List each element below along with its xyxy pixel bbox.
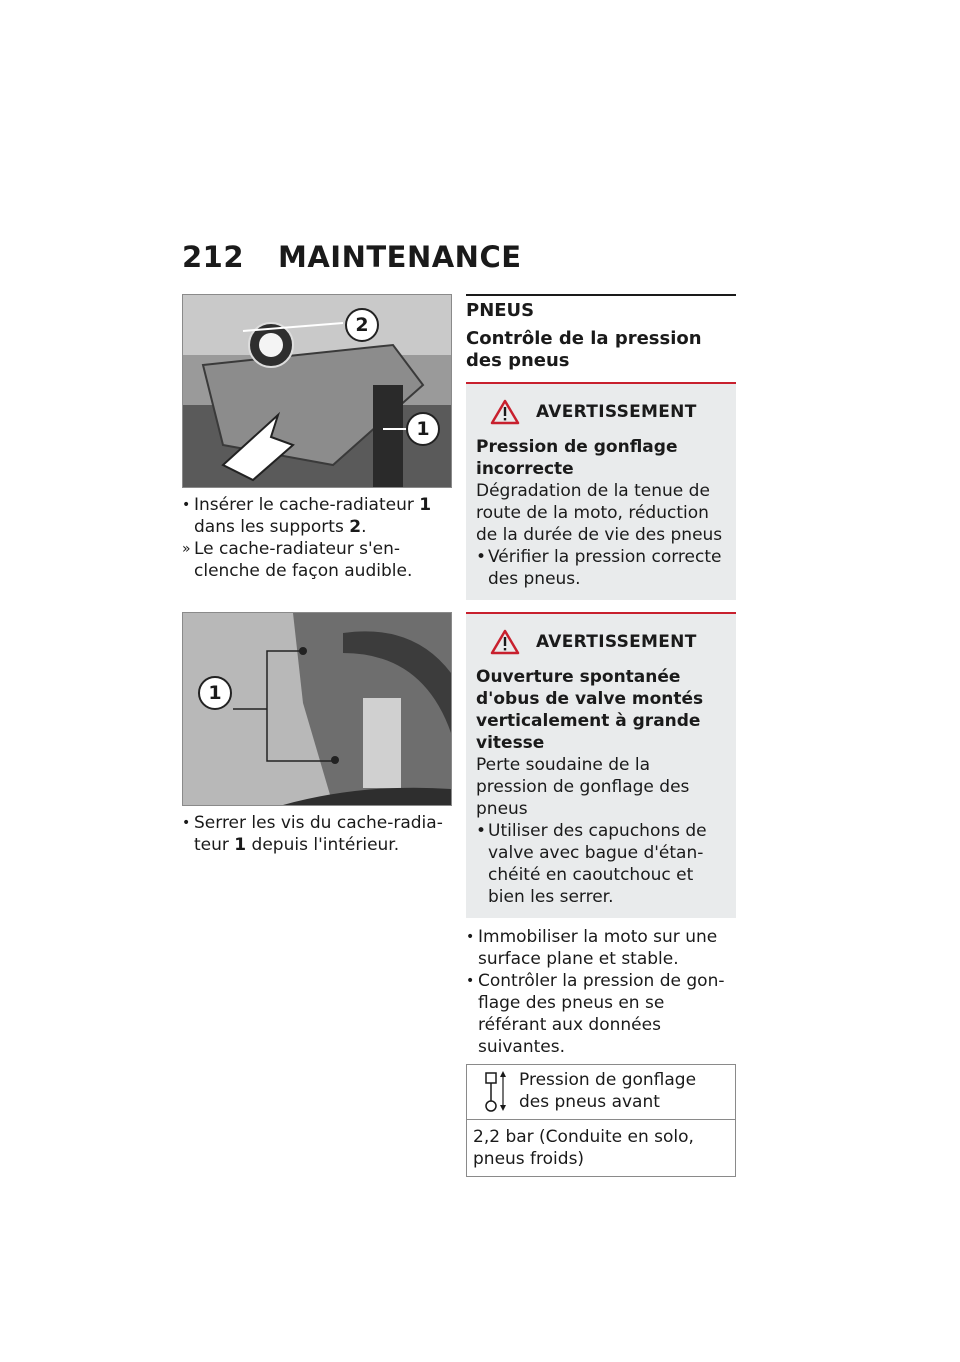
- warning-bullet-text: Vérifier la pression correcte des pneus.: [488, 547, 722, 589]
- bullet: •: [466, 973, 475, 989]
- warning-bullet-text: Utiliser des capuchons de valve avec bague d'étanchéité en caoutchouc et bien les serrer.: [488, 821, 707, 907]
- right-column: [466, 294, 736, 1177]
- page-header: [182, 240, 522, 274]
- warning-box-pressure: [466, 382, 736, 600]
- page-number: 212: [182, 240, 245, 274]
- callout-1-label: 1: [416, 418, 430, 440]
- warning-triangle-icon: [490, 399, 520, 425]
- warning-box-valve: [466, 612, 736, 918]
- spec-label: Pression de gonflage des pneus avant: [519, 1070, 697, 1112]
- step-text: depuis l'intérieur.: [246, 835, 400, 855]
- step-tighten-screws: [182, 812, 452, 856]
- warning-text: Perte soudaine de la pression de gonflage des pneus: [476, 755, 690, 819]
- step-park-motorcycle: [466, 926, 736, 970]
- radiator-cover-photo: [182, 294, 452, 488]
- step-text: Contrôler la pression de gonflage des pneus en se référant aux données suivantes.: [478, 971, 725, 1057]
- warning-bullet: • Vérifier la pression correcte des pneus.: [476, 547, 722, 589]
- step-ref: 1: [234, 835, 247, 855]
- warning-title: Ouverture spontanée d'obus de valve montés verticalement à grande vitesse: [476, 667, 704, 753]
- warning-label: AVERTISSEMENT: [536, 402, 697, 422]
- step-result: [182, 538, 452, 582]
- cover-screw-photo: [182, 612, 452, 806]
- section-heading: MAINTENANCE: [278, 240, 522, 274]
- warning-label: AVERTISSEMENT: [536, 632, 697, 652]
- spec-table: [466, 1064, 736, 1177]
- warning-header: [476, 622, 726, 662]
- warning-title: Pression de gonflage incorrecte: [476, 437, 678, 479]
- step-text: dans les supports: [194, 517, 350, 537]
- step-text: Le cache-radiateur s'enclenche de façon audible.: [194, 539, 413, 581]
- subsection-title: Contrôle de la pression des pneus: [466, 328, 702, 371]
- warning-triangle-icon: [490, 629, 520, 655]
- warning-bullet: • Utiliser des capuchons de valve avec bague d'étanchéité en caoutchouc et bien les serrer.: [476, 821, 707, 907]
- result-arrow: »: [182, 541, 191, 557]
- spec-value: 2,2 bar (Conduite en solo, pneus froids): [473, 1127, 694, 1169]
- left-column: [182, 294, 452, 856]
- step-insert-cover: [182, 494, 452, 538]
- bullet: •: [182, 815, 191, 831]
- step-ref: 1: [419, 495, 432, 515]
- step-text: Serrer les vis du cache-radiateur: [194, 813, 443, 855]
- step-text: Insérer le cache-radiateur: [194, 495, 420, 515]
- callout-1-label: 1: [208, 682, 222, 704]
- step-text: .: [361, 517, 367, 537]
- tire-pressure-gauge-icon: [473, 1069, 513, 1113]
- step-ref: 2: [349, 517, 362, 537]
- bullet: •: [466, 929, 475, 945]
- callout-2-label: 2: [355, 314, 369, 336]
- section-title: PNEUS: [466, 294, 736, 322]
- warning-text: Dégradation de la tenue de route de la moto, réduction de la durée de vie des pneus: [476, 481, 723, 545]
- step-check-pressure: [466, 970, 736, 1058]
- bullet: •: [182, 497, 191, 513]
- spec-header-row: [467, 1065, 735, 1120]
- warning-header: [476, 392, 726, 432]
- step-text: Immobiliser la moto sur une surface plane et stable.: [478, 927, 718, 969]
